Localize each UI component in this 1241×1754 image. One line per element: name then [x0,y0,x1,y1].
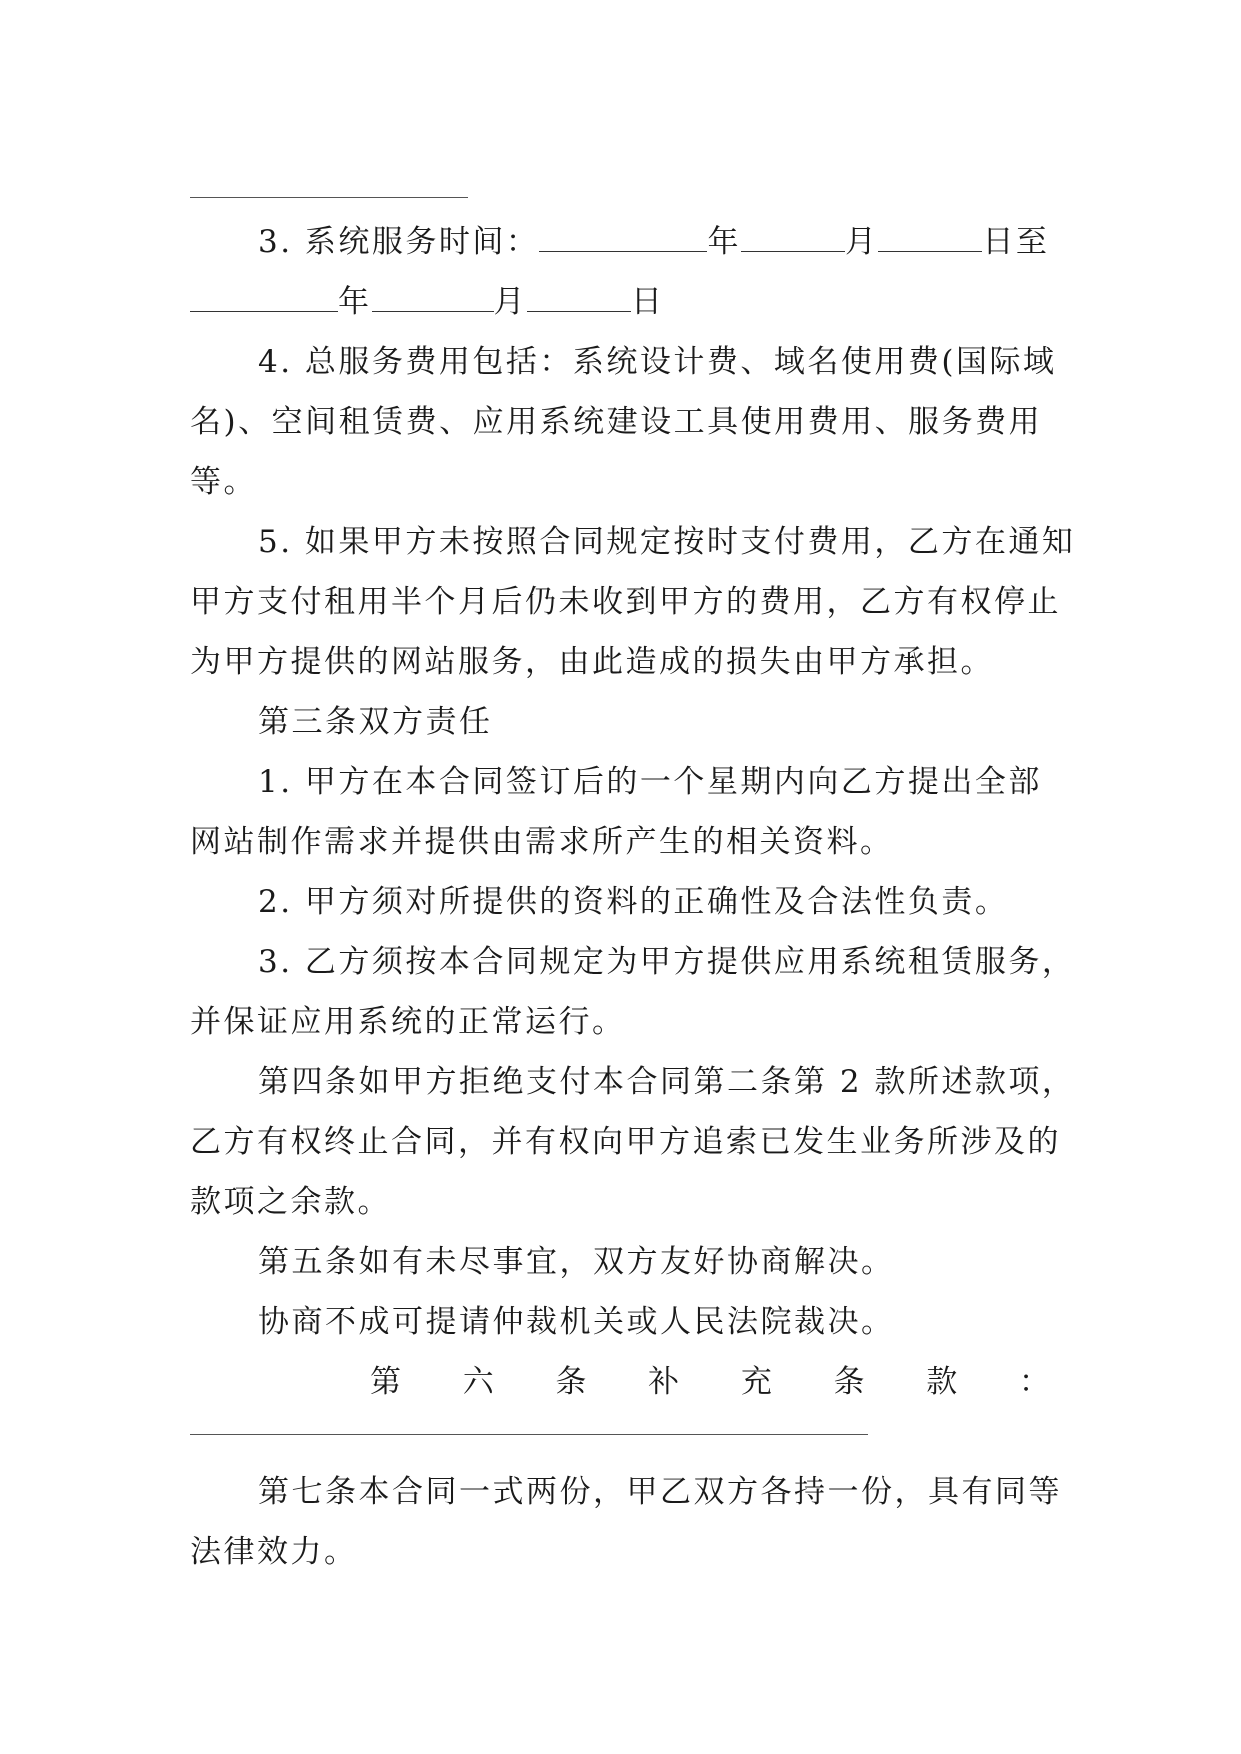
article7-line2: 法律效力。 [190,1534,358,1570]
month-label: 月 [844,224,879,260]
article3-item3-line1: 3. 乙方须按本合同规定为甲方提供应用系统租赁服务， [258,944,1076,980]
article6-char: 条 [833,1364,865,1400]
day-label: 日 [631,284,665,320]
year-label: 年 [707,224,741,260]
late-payment-line3: 为甲方提供的网站服务，由此造成的损失由甲方承担。 [190,644,994,680]
start-day-blank [878,223,982,252]
fees-line3: 等。 [190,464,257,500]
article6-blank-line [190,1434,868,1435]
article6-heading [370,1362,1050,1402]
article3-item2: 2. 甲方须对所提供的资料的正确性及合法性负责。 [258,884,1009,920]
article4-line2: 乙方有权终止合同，并有权向甲方追索已发生业务所涉及的 [190,1124,1061,1160]
article5-line1: 第五条如有未尽事宜，双方友好协商解决。 [258,1244,895,1280]
service-time-label: 3. 系统服务时间： [258,224,540,260]
article5-line2: 协商不成可提请仲裁机关或人民法院裁决。 [258,1304,895,1340]
service-time-line2 [190,282,1050,322]
end-month-blank [372,283,494,312]
top-blank-line [190,197,468,198]
article7-line1: 第七条本合同一式两份，甲乙双方各持一份，具有同等 [258,1474,1062,1510]
late-payment-line1: 5. 如果甲方未按照合同规定按时支付费用，乙方在通知 [258,524,1076,560]
service-time-line1 [258,222,1050,262]
article6-char: 款 [926,1364,958,1400]
article3-item1-line2: 网站制作需求并提供由需求所产生的相关资料。 [190,824,894,860]
fees-line2: 名)、空间租赁费、应用系统建设工具使用费用、服务费用 [190,404,1043,440]
article6-char: 六 [462,1364,494,1400]
year-label: 年 [338,284,372,320]
fees-line1: 4. 总服务费用包括：系统设计费、域名使用费(国际域 [258,344,1057,380]
day-to-label: 日至 [982,224,1050,260]
end-year-blank [190,283,338,312]
article4-line1: 第四条如甲方拒绝支付本合同第二条第 2 款所述款项， [258,1064,1076,1100]
article6-char: 第 [370,1364,401,1400]
article6-char: ： [1018,1364,1050,1400]
article6-char: 条 [555,1364,587,1400]
late-payment-line2: 甲方支付租用半个月后仍未收到甲方的费用，乙方有权停止 [190,584,1061,620]
article3-item1-line1: 1. 甲方在本合同签订后的一个星期内向乙方提出全部 [258,764,1042,800]
month-label: 月 [493,284,527,320]
article6-char: 充 [740,1364,772,1400]
article6-char: 补 [648,1364,680,1400]
end-day-blank [527,283,631,312]
start-year-blank [539,223,707,252]
article4-line3: 款项之余款。 [190,1184,391,1220]
article3-item3-line2: 并保证应用系统的正常运行。 [190,1004,626,1040]
start-month-blank [741,223,845,252]
article3-title: 第三条双方责任 [258,704,493,740]
